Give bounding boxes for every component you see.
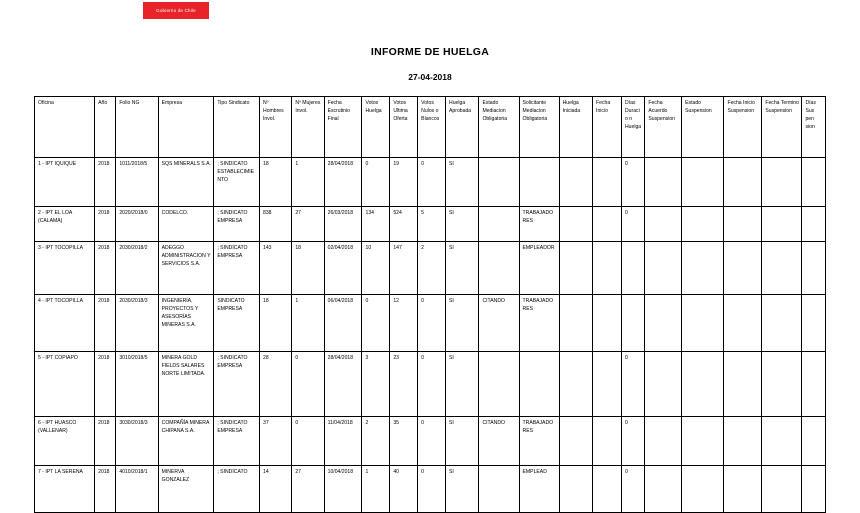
- cell-solicitante-mediacion: [519, 352, 559, 417]
- cell-tipo-sindicato: ; SINDICATO ESTABLECIMIENTO: [214, 158, 260, 207]
- cell-oficina: 2 - IPT EL LOA (CALAMA): [35, 207, 95, 242]
- cell-fecha-acuerdo: [645, 417, 682, 466]
- cell-hombres: 18: [260, 158, 292, 207]
- cell-mujeres: 27: [292, 207, 324, 242]
- cell-hombres: 838: [260, 207, 292, 242]
- table-row: [35, 466, 826, 513]
- cell-empresa: COMPAÑÍA MINERA CHIPANA S.A.: [158, 417, 214, 466]
- column-header-fecha-inicio: Fecha Inicio: [593, 97, 622, 158]
- cell-huelga-iniciada: [559, 207, 592, 242]
- cell-fecha-escrutinio: 11/04/2018: [324, 417, 362, 466]
- cell-votos-nulos: 2: [418, 242, 446, 295]
- cell-fecha-inicio: [593, 466, 622, 513]
- huelga-report-table: [34, 96, 826, 513]
- cell-fecha-acuerdo: [645, 158, 682, 207]
- cell-fecha-inicio-suspension: [724, 242, 762, 295]
- column-header-estado-suspension: Estado Suspension: [682, 97, 724, 158]
- cell-fecha-acuerdo: [645, 352, 682, 417]
- cell-huelga-aprobada: SI: [446, 207, 479, 242]
- cell-anio: 2018: [95, 207, 116, 242]
- cell-fecha-inicio: [593, 295, 622, 352]
- cell-huelga-iniciada: [559, 352, 592, 417]
- cell-huelga-aprobada: SI: [446, 158, 479, 207]
- cell-solicitante-mediacion: TRABAJADORES: [519, 207, 559, 242]
- cell-votos-oferta: 524: [390, 207, 418, 242]
- cell-mujeres: 18: [292, 242, 324, 295]
- cell-tipo-sindicato: SINDICATO EMPRESA: [214, 295, 260, 352]
- column-header-tipo-sindicato: Tipo Sindicato: [214, 97, 260, 158]
- cell-oficina: 4 - IPT TOCOPILLA: [35, 295, 95, 352]
- cell-dias-suspension: [802, 352, 826, 417]
- cell-mujeres: 0: [292, 417, 324, 466]
- cell-oficina: 5 - IPT COPIAPO: [35, 352, 95, 417]
- cell-estado-mediacion: CITANDO: [479, 417, 519, 466]
- table-row: [35, 417, 826, 466]
- table-row: [35, 352, 826, 417]
- cell-folio: 1011/2018/5: [116, 158, 158, 207]
- cell-estado-mediacion: [479, 207, 519, 242]
- cell-fecha-inicio-suspension: [724, 207, 762, 242]
- cell-oficina: 3 - IPT TOCOPILLA: [35, 242, 95, 295]
- cell-dias-suspension: [802, 158, 826, 207]
- column-header-votos-ultima-oferta: Votos Ultima Oferta: [390, 97, 418, 158]
- report-table-container: [34, 96, 826, 513]
- cell-votos-huelga: 0: [362, 158, 390, 207]
- cell-empresa: INGENIERÍA, PROYECTOS Y ASESORÍAS MINERAS S.A.: [158, 295, 214, 352]
- cell-tipo-sindicato: ; SINDICATO: [214, 466, 260, 513]
- cell-oficina: 7 - IPT LA SERENA: [35, 466, 95, 513]
- cell-fecha-termino-suspension: [762, 466, 802, 513]
- table-header-row: [35, 97, 826, 158]
- cell-huelga-iniciada: [559, 242, 592, 295]
- cell-fecha-acuerdo: [645, 207, 682, 242]
- cell-fecha-inicio-suspension: [724, 466, 762, 513]
- cell-anio: 2018: [95, 158, 116, 207]
- cell-folio: 2030/2018/2: [116, 242, 158, 295]
- cell-estado-suspension: [682, 466, 724, 513]
- cell-fecha-escrutinio: 28/04/2018: [324, 352, 362, 417]
- column-header-fecha-inicio-suspension: Fecha Inicio Suspension: [724, 97, 762, 158]
- cell-dias-duracion: 0: [622, 158, 645, 207]
- cell-estado-mediacion: [479, 242, 519, 295]
- cell-votos-huelga: 134: [362, 207, 390, 242]
- table-row: [35, 242, 826, 295]
- cell-fecha-inicio-suspension: [724, 158, 762, 207]
- cell-dias-duracion: [622, 295, 645, 352]
- cell-fecha-termino-suspension: [762, 242, 802, 295]
- cell-solicitante-mediacion: EMPLEADOR: [519, 242, 559, 295]
- cell-votos-huelga: 3: [362, 352, 390, 417]
- cell-fecha-inicio: [593, 158, 622, 207]
- cell-huelga-aprobada: SI: [446, 295, 479, 352]
- cell-solicitante-mediacion: TRABAJADORES: [519, 295, 559, 352]
- cell-fecha-acuerdo: [645, 295, 682, 352]
- cell-dias-duracion: 0: [622, 352, 645, 417]
- cell-tipo-sindicato: ; SINDICATO EMPRESA: [214, 417, 260, 466]
- cell-fecha-escrutinio: 10/04/2018: [324, 466, 362, 513]
- cell-votos-huelga: 10: [362, 242, 390, 295]
- column-header-fecha-acuerdo-suspension: Fecha Acuerdo Suspension: [645, 97, 682, 158]
- cell-fecha-escrutinio: 26/03/2018: [324, 207, 362, 242]
- cell-fecha-termino-suspension: [762, 207, 802, 242]
- page-title: INFORME DE HUELGA: [370, 46, 490, 58]
- cell-hombres: 18: [260, 295, 292, 352]
- cell-fecha-escrutinio: 28/04/2018: [324, 158, 362, 207]
- cell-empresa: CODELCO.: [158, 207, 214, 242]
- column-header-huelga-aprobada: Huelga Aprobada: [446, 97, 479, 158]
- cell-votos-oferta: 19: [390, 158, 418, 207]
- cell-dias-suspension: [802, 295, 826, 352]
- cell-votos-oferta: 12: [390, 295, 418, 352]
- column-header-dias-duracion: Días Duracio n Huelga: [622, 97, 645, 158]
- column-header-votos-nulos: Votos Nulos o Blancos: [418, 97, 446, 158]
- cell-estado-mediacion: [479, 158, 519, 207]
- cell-estado-suspension: [682, 207, 724, 242]
- gobierno-de-chile-logo: Gobierno de Chile: [143, 2, 209, 19]
- cell-dias-duracion: 0: [622, 417, 645, 466]
- cell-votos-oferta: 23: [390, 352, 418, 417]
- cell-tipo-sindicato: ; SINDICATO EMPRESA: [214, 207, 260, 242]
- cell-dias-suspension: [802, 466, 826, 513]
- cell-empresa: MINERA GOLD FIELDS SALARES NORTE LIMITADA.: [158, 352, 214, 417]
- table-row: [35, 207, 826, 242]
- cell-fecha-acuerdo: [645, 466, 682, 513]
- cell-oficina: 6 - IPT HUASCO (VALLENAR): [35, 417, 95, 466]
- cell-empresa: MINERVA GONZALEZ: [158, 466, 214, 513]
- cell-fecha-escrutinio: 02/04/2018: [324, 242, 362, 295]
- cell-anio: 2018: [95, 466, 116, 513]
- cell-fecha-escrutinio: 06/04/2018: [324, 295, 362, 352]
- cell-mujeres: 1: [292, 158, 324, 207]
- cell-fecha-termino-suspension: [762, 352, 802, 417]
- cell-mujeres: 27: [292, 466, 324, 513]
- cell-mujeres: 0: [292, 352, 324, 417]
- cell-hombres: 28: [260, 352, 292, 417]
- cell-estado-suspension: [682, 352, 724, 417]
- cell-votos-oferta: 35: [390, 417, 418, 466]
- cell-solicitante-mediacion: EMPLEAD: [519, 466, 559, 513]
- cell-fecha-inicio: [593, 207, 622, 242]
- column-header-solicitante-mediacion: Solicitante Mediacion Obligatoria: [519, 97, 559, 158]
- cell-tipo-sindicato: ; SINDICATO EMPRESA: [214, 242, 260, 295]
- cell-empresa: ADEGGO ADMINISTRACION Y SERVICIOS S.A.: [158, 242, 214, 295]
- cell-fecha-inicio-suspension: [724, 295, 762, 352]
- column-header-empresa: Empresa: [158, 97, 214, 158]
- cell-folio: 4010/2018/1: [116, 466, 158, 513]
- cell-dias-duracion: 0: [622, 466, 645, 513]
- cell-estado-mediacion: [479, 352, 519, 417]
- cell-anio: 2018: [95, 352, 116, 417]
- cell-fecha-termino-suspension: [762, 417, 802, 466]
- cell-huelga-aprobada: SI: [446, 242, 479, 295]
- cell-votos-nulos: 0: [418, 295, 446, 352]
- cell-fecha-termino-suspension: [762, 158, 802, 207]
- report-date: 27-04-2018: [408, 72, 452, 82]
- cell-votos-nulos: 5: [418, 207, 446, 242]
- cell-folio: 3010/2018/5: [116, 352, 158, 417]
- cell-fecha-inicio-suspension: [724, 417, 762, 466]
- cell-dias-suspension: [802, 417, 826, 466]
- cell-folio: 2030/2018/3: [116, 295, 158, 352]
- cell-votos-huelga: 2: [362, 417, 390, 466]
- column-header-dias-suspension: Días Sus pen sion: [802, 97, 826, 158]
- column-header-fecha-termino-suspension: Fecha Termino Suspension: [762, 97, 802, 158]
- cell-mujeres: 1: [292, 295, 324, 352]
- table-row: [35, 295, 826, 352]
- cell-huelga-iniciada: [559, 158, 592, 207]
- cell-estado-suspension: [682, 295, 724, 352]
- cell-dias-duracion: 0: [622, 207, 645, 242]
- column-header-folio: Folio NG: [116, 97, 158, 158]
- column-header-anio: Año: [95, 97, 116, 158]
- column-header-estado-mediacion: Estado Mediacion Obligatoria: [479, 97, 519, 158]
- cell-fecha-inicio: [593, 417, 622, 466]
- column-header-fecha-escrutinio: Fecha Escrutinio Final: [324, 97, 362, 158]
- cell-fecha-acuerdo: [645, 242, 682, 295]
- cell-huelga-aprobada: SI: [446, 466, 479, 513]
- cell-anio: 2018: [95, 242, 116, 295]
- cell-estado-mediacion: CITANDO: [479, 295, 519, 352]
- cell-votos-nulos: 0: [418, 417, 446, 466]
- cell-huelga-iniciada: [559, 417, 592, 466]
- cell-fecha-termino-suspension: [762, 295, 802, 352]
- cell-solicitante-mediacion: TRABAJADORES: [519, 417, 559, 466]
- cell-hombres: 143: [260, 242, 292, 295]
- cell-votos-huelga: 1: [362, 466, 390, 513]
- cell-votos-nulos: 0: [418, 158, 446, 207]
- cell-fecha-inicio: [593, 242, 622, 295]
- cell-huelga-aprobada: SI: [446, 417, 479, 466]
- header-logo-area: [0, 0, 860, 26]
- cell-estado-suspension: [682, 158, 724, 207]
- cell-hombres: 37: [260, 417, 292, 466]
- cell-fecha-inicio-suspension: [724, 352, 762, 417]
- cell-votos-oferta: 40: [390, 466, 418, 513]
- column-header-mujeres: Nº Mujeres Invol.: [292, 97, 324, 158]
- cell-folio: 3030/2018/3: [116, 417, 158, 466]
- cell-tipo-sindicato: ; SINDICATO EMPRESA: [214, 352, 260, 417]
- cell-empresa: SQS MINERALS S.A.: [158, 158, 214, 207]
- cell-huelga-aprobada: SI: [446, 352, 479, 417]
- cell-votos-nulos: 0: [418, 466, 446, 513]
- logo-divider: [143, 19, 209, 21]
- cell-huelga-iniciada: [559, 295, 592, 352]
- cell-votos-nulos: 0: [418, 352, 446, 417]
- cell-solicitante-mediacion: [519, 158, 559, 207]
- column-header-oficina: Oficina: [35, 97, 95, 158]
- cell-estado-suspension: [682, 417, 724, 466]
- cell-anio: 2018: [95, 417, 116, 466]
- cell-dias-suspension: [802, 242, 826, 295]
- cell-oficina: 1 - IPT IQUIQUE: [35, 158, 95, 207]
- cell-estado-mediacion: [479, 466, 519, 513]
- cell-huelga-iniciada: [559, 466, 592, 513]
- table-row: [35, 158, 826, 207]
- cell-folio: 2020/2018/0: [116, 207, 158, 242]
- column-header-votos-huelga: Votos Huelga: [362, 97, 390, 158]
- cell-votos-oferta: 147: [390, 242, 418, 295]
- cell-anio: 2018: [95, 295, 116, 352]
- cell-hombres: 14: [260, 466, 292, 513]
- column-header-hombres: Nº Hombres Invol.: [260, 97, 292, 158]
- cell-dias-duracion: [622, 242, 645, 295]
- cell-votos-huelga: 0: [362, 295, 390, 352]
- cell-dias-suspension: [802, 207, 826, 242]
- cell-estado-suspension: [682, 242, 724, 295]
- column-header-huelga-iniciada: Huelga Iniciada: [559, 97, 592, 158]
- cell-fecha-inicio: [593, 352, 622, 417]
